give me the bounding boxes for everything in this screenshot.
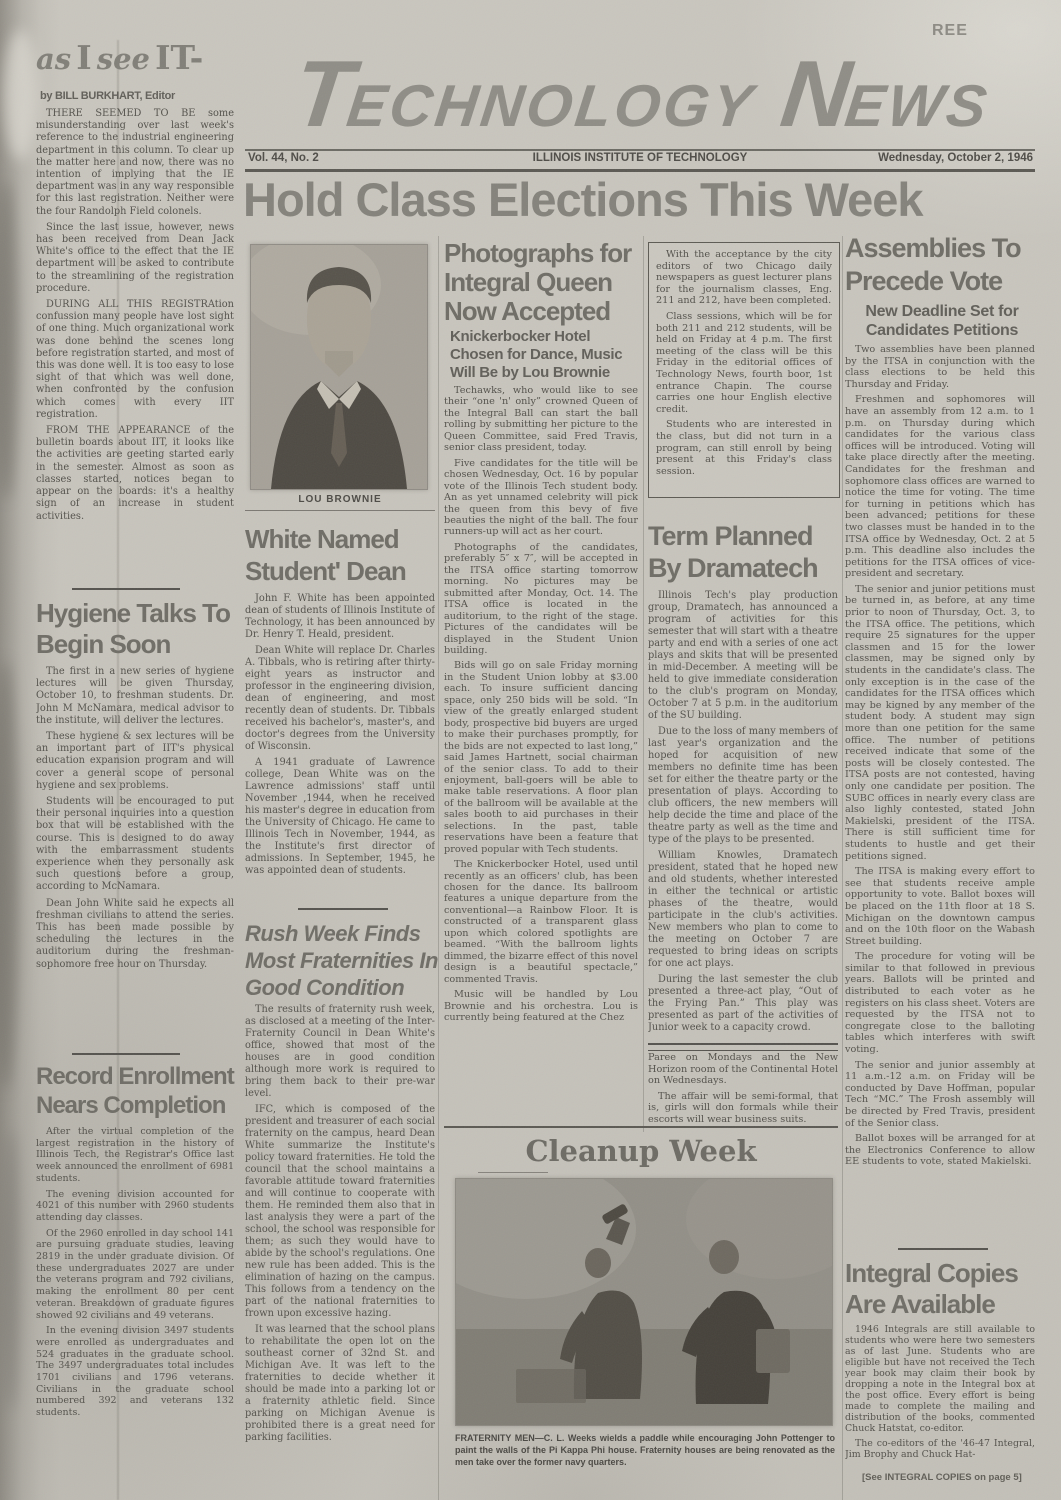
integral-copies-article-body [845, 1324, 1035, 1472]
paragraph: Music will be handled by Lou Brownie and his orchestra. Lou is currently being featured at the Chez [444, 989, 638, 1024]
paragraph: The co-editors of the '46-47 Integral, Jim Brophy and Chuck Hat- [845, 1438, 1035, 1460]
column-rule [842, 236, 843, 1500]
paragraph: Ballot boxes will be arranged for at the Electronics Conference to allow EE students to vote, stated Makielski. [845, 1133, 1035, 1168]
paragraph: The evening division accounted for 4021 of this number with 2960 students attending day classes. [36, 1188, 234, 1223]
paragraph: Since the last issue, however, news has been received from Dean Jack White's office to the effect that the IE department will be asked to contribute to the streamlining of the registration procedure. [36, 221, 234, 294]
assemblies-subhead: New Deadline Set for Candidates Petitions [865, 303, 1019, 339]
cleanup-week-photo [455, 1178, 833, 1426]
paragraph: Techawks, who would like to see their “one 'n' only” crowned Queen of the Integral Ball can start the ball rolling by submitting her picture to the Queen Committee, said Fred Travis, senior class president, today. [444, 385, 638, 454]
paragraph: Paree on Mondays and the New Horizon room of the Continental Hotel on Wednesdays. [648, 1052, 838, 1087]
hygiene-article-body [36, 666, 234, 1050]
paragraph: Of the 2960 enrolled in day school 141 are pursuing graduate studies, leaving 2819 in the under graduate division. Of these undergraduates 2027 are under the veterans program and 792 civilians, making the enrollment 80 per cent veteran. Breakdown of graduate figures showed 92 civilians and 49 veterans. [36, 1227, 234, 1321]
integral-queen-article-body [444, 385, 638, 1125]
paragraph: The senior and junior petitions must be turned in, as before, at any time prior to noon of Thursday, Oct. 3, to the ITSA office. The petitions, which require 25 signatures for the upper classmen and 15 for the lower classmen, may be signed only by students in the candidate's class. The only exception is in the case of the candidates for the ITSA offices which may be kigned by any member of the student body. A student may sign more than one petition for the same office. The number of petitions received indicate that some of the posts will be closely contested. The ITSA posts are not contested, having only one candidate per position. The SUBC offices in nearly every class are also lighly contested, stated John Makielski, president of the ITSA. There is still sufficient time for students to hustle and get their petitions signed. [845, 583, 1035, 862]
integral-queen-headline: Photographs for Integral Queen Now Accepted [444, 238, 632, 326]
assemblies-article-body [845, 344, 1035, 1244]
hygiene-headline: Hygiene Talks To Begin Soon [36, 598, 230, 659]
cleanup-top-rule [444, 1126, 838, 1128]
paragraph: Dean John White said he expects all freshman civilians to attend the series. This has been made possible by scheduling the lectures in the auditorium during the freshman-sophomore free hour on Thursday. [36, 897, 234, 970]
logo-initial: N [775, 41, 854, 146]
paragraph: William Knowles, Dramatech president, stated that he hoped new and old students, whether interested in either the technical or artistic phases of the theatre, would participate in the club's activities. New members who plan to come to the meeting on October 7 are requested to bring ideas on scripts for one act plays. [648, 850, 838, 969]
paragraph: After the virtual completion of the largest registration in the history of Illinois Tech, the Registrar's Office last week announced the enrollment of 6981 students. [36, 1126, 234, 1184]
paragraph: 1946 Integrals are still available to students who were here two semesters as of last June. Students who are eligible but have not received the Tech year book may claim their book by dropping a note in the Integral box at the post office. Every effort is being made to complete the mailing and distribution of the books, commented Chuck Hatstat, co-editor. [845, 1324, 1035, 1434]
paragraph: It was learned that the school plans to rehabilitate the open lot on the southeast corner of 32nd St. and Michigan Ave. It was left to the fraternities to decide whether it should be made into a parking lot or a fraternity athletic field. Since parking on Michigan Avenue is prohibited there is a great need for parking facilities. [245, 1324, 435, 1443]
cleanup-photo-illustration [456, 1179, 832, 1425]
cleanup-caption: FRATERNITY MEN—C. L. Weeks wields a paddle while encouraging John Pottenger to paint the walls of the Pi Kappa Phi house. Fraternity houses are being renovated as the men take over the former navy quarters. [455, 1433, 835, 1467]
paragraph: Due to the loss of many members of last year's organization and the hoped for acquisition of new members no definite time has been set for either the theatre party or the presentation of plays. According to club officers, the new members will help decide the time and place of the theatre party as well as the time and type of the plays to be presented. [648, 726, 838, 845]
paragraph: The affair will be semi-formal, that is, girls will don formals while their escorts will wear business suits. [648, 1090, 838, 1125]
volume-number: Vol. 44, No. 2 [248, 152, 319, 164]
paragraph: These hygiene & sex lectures will be an important part of IIT's physical education expansion program and will cover a general scope of personal hygiene and sex problems. [36, 731, 234, 791]
paragraph: Illinois Tech's play production group, Dramatech, has announced a program of activities for this semester that will start with a theatre party and end with a series of one act plays and skits that will be presented in mid-December. A meeting will be held to give immediate consideration to the club's program on Monday, October 7 at 5 p.m. in the auditorium of the SU building. [648, 590, 838, 721]
logo-word: EWS [841, 73, 994, 139]
assemblies-headline: Assemblies To Precede Vote [845, 233, 1021, 296]
paragraph: Students will be encouraged to put their personal inquiries into a question box that will be established with the course. This is designed to do away with the embarrassment students experience when they personally ask such questions before a group, according to McNamara. [36, 796, 234, 893]
cleanup-dash [478, 1172, 548, 1173]
page-number-fragment: REE [932, 22, 968, 39]
edge-stain [0, 660, 19, 1090]
see-it-article-body [36, 108, 234, 582]
paragraph: Students who are interested in the class, but did not turn in a program, can still enroll by being present at this Friday's class session. [656, 419, 832, 477]
section-divider [298, 908, 388, 910]
dramatech-continuation [648, 1052, 838, 1126]
logo-initial: T [288, 41, 356, 146]
dateline-rule-top [245, 149, 1035, 151]
white-dean-headline: White Named Student' Dean [245, 524, 406, 586]
portrait-illustration [251, 245, 427, 489]
paragraph: FROM THE APPEARANCE of the bulletin boards about IIT, it looks like the activities are geeting started early in the semester. Almost as soon as classes started, notices began to appear on the boards: it's a healthy sign of an increase in student activities. [36, 425, 234, 522]
journalism-class-boxed-article [648, 242, 840, 498]
paragraph: IFC, which is composed of the president and treasurer of each social fraternity on the campus, heard Dean White summarize the Institute's policy toward fraternities. He told the council that the school maintains a favorable attitude toward fraternities and will continue to cooperate with them. He reminded them also that in last analysis they were a part of the school, the school was responsible for them; as such they would have to abide by the school's regulations. One new rule has been added. This is the elimination of hazing on the campus. This follows from a tendency on the part of the national fraternities to frown upon excessive hazing. [245, 1104, 435, 1319]
banner-headline: Hold Class Elections This Week [243, 173, 923, 226]
enrollment-headline: Record Enrollment Nears Completion [36, 1063, 234, 1119]
paragraph: The ITSA is making every effort to see that students receive ample opportunity to vote. Ballot boxes will be placed on the 11th floor at 18 S. Michigan on the downtown campus and on the 10th floor on the Wabash Street building. [845, 866, 1035, 947]
jump-line: [See INTEGRAL COPIES on page 5] [862, 1472, 1022, 1483]
paragraph: John F. White has been appointed dean of students of Illinois Institute of Technology, it has been announced by Dr. Henry T. Heald, president. [245, 593, 435, 640]
lou-brownie-caption: LOU BROWNIE [298, 494, 382, 505]
white-dean-article-body [245, 593, 435, 903]
paragraph: During the last semester the club presented a three-act play, “Out of the Frying Pan.” This play was presented as part of the activities of Junior week to a capacity crowd. [648, 974, 838, 1033]
section-divider [72, 588, 180, 590]
see-it-byline: by BILL BURKHART, Editor [40, 90, 175, 102]
paragraph: The results of fraternity rush week, as disclosed at a meeting of the Inter-Fraternity Council in Dean White's office, showed that most of the houses are in good condition although more work is required to bring them back to their pre-war level. [245, 1004, 435, 1099]
paragraph: The Knickerbocker Hotel, used until recently as an officers' club, has been chosen for the dance. Its ballroom features a unique departure from the conventional—a Rainbow Floor. It is constructed of a transparent glass upon which colored spotlights are beamed. “With the ballroom lights dimmed, the bizarre effect of this novel design is a beautiful spectacle,” commented Travis. [444, 859, 638, 985]
continuation-rule [648, 1043, 838, 1051]
institution-name: ILLINOIS INSTITUTE OF TECHNOLOGY [532, 152, 748, 164]
paragraph: The first in a new series of hygiene lectures will be given Thursday, October 10, to freshman students. Dr. John M McNamara, medical advisor to the institute, will deliver the lectures. [36, 666, 234, 726]
masthead-logo [243, 40, 1041, 148]
see-it-word: I [76, 38, 92, 77]
edge-stain [2, 1130, 20, 1410]
column-rule [438, 236, 439, 1500]
column-rule [643, 236, 644, 1132]
integral-queen-subhead: Knickerbocker Hotel Chosen for Dance, Music Will Be by Lou Brownie [450, 328, 623, 381]
paragraph: In the evening division 3497 students were enrolled as undergraduates and 524 graduates in the graduate school. The 3497 undergraduates total includes 1701 civilians and 1796 veterans. Civilians in the graduate school numbered 392 and veterans 132 students. [36, 1325, 234, 1419]
dramatech-headline: Term Planned By Dramatech [648, 521, 818, 583]
paragraph: With the acceptance by the city editors of two Chicago daily newspapers as guest lecturer plans for the journalism classes, Eng. 211 and 212, have been completed. [656, 249, 832, 307]
paragraph: Freshmen and sophomores will have an assembly from 12 a.m. to 1 p.m. on Thursday during which candidates for the various class offices will be introduced. Voting will take place directly after the meeting. Candidates for the freshman and sophomore class offices are warned to notice the time for voting. The time for turning in petitions which has been advanced; petitions for these two classes must be handed in to the ITSA office by Wednesday, Oct. 2 at 5 p.m. This deadline also includes the petitions for the ITSA offices of vice-president and secretary. [845, 394, 1035, 580]
see-it-word: see [96, 42, 150, 76]
edge-tear [4, 30, 38, 160]
logo-word: ECHNOLOGY [343, 73, 759, 139]
edge-stain [0, 180, 18, 500]
integral-copies-headline: Integral Copies Are Available [845, 1258, 1018, 1319]
caption-rule [245, 510, 435, 511]
paragraph: Two assemblies have been planned by the ITSA in conjunction with the class elections to be held this Thursday and Friday. [845, 344, 1035, 390]
paragraph: THERE SEEMED TO BE some misunderstanding over last week's reference to the industrial engineering department in this column. To clear up the matter here and now, there was no intention of implying that the IE department was in any way responsible for this last registration. Neither were the four Randolph Field colonels. [36, 108, 234, 217]
lou-brownie-photo [250, 244, 428, 490]
see-it-word: IT- [155, 38, 204, 77]
section-divider [72, 1053, 180, 1055]
paragraph: Bids will go on sale Friday morning in the Student Union lobby at $3.00 each. To insure sufficient dancing space, only 250 bids will be sold. “In view of the greatly enlarged student body, prospective bid buyers are urged to make their purchases promptly, for the bids are not expected to last long,” said James Hartnett, social chairman of the senior class. To add to their enjoyment, ball-goers will be able to make table reservations. A floor plan of the ballroom will be available at the sales booth to aid purchases in their selections. In the past, table reservations have been a feature that proved popular with Tech students. [444, 660, 638, 855]
paragraph: A 1941 graduate of Lawrence college, Dean White was on the Lawrence admissions' staff until November ,1944, when he received his master's degree in education from the University of Chicago. He came to Illinois Tech in November, 1944, as the Institute's first director of admissions. In September, 1945, he was appointed dean of students. [245, 757, 435, 876]
paragraph: DURING ALL THIS REGISTRAtion confussion many people have lost sight of one thing. Much organizational work was done behind the scenes long before registration started, and most of this was done well. It is too easy to lose sight of that which was well done, when confronted by the confusion which comes with every IIT registration. [36, 299, 234, 420]
issue-date: Wednesday, October 2, 1946 [878, 152, 1033, 164]
dramatech-article-body [648, 590, 838, 1042]
section-divider [898, 1248, 988, 1250]
enrollment-article-body [36, 1126, 234, 1498]
paragraph: Class sessions, which will be for both 211 and 212 students, will be held on Friday at 4 p.m. The first meeting of the class will be this Friday in the editorial offices of Technology News, fourth boor, 1st entrance Chapin. The course carries one hour English elective credit. [656, 310, 832, 415]
see-it-word: as [36, 42, 72, 76]
cleanup-headline: Cleanup Week [525, 1134, 757, 1168]
paragraph: The procedure for voting will be similar to that followed in previous years. Ballots will be printed and distributed to each voter as he registers on his class sheet. Voters are requested by the ITSA not to congregate close to the balloting tables which interferes with swift voting. [845, 951, 1035, 1056]
paragraph: The senior and junior assembly at 11 a.m.-12 a.m. on Friday will be conducted by Dave Hoffman, popular Tech “MC.” The Frosh assembly will be directed by Fred Travis, president of the Senior class. [845, 1059, 1035, 1129]
see-it-column-logo [36, 38, 246, 77]
rush-week-headline: Rush Week Finds Most Fraternities In Good Condition [245, 921, 438, 1000]
paragraph: Five candidates for the title will be chosen Wednesday, Oct. 16 by popular vote of the Illinois Tech student body. An as yet unnamed celebrity will pick the queen from this bevy of five beauties the night of the ball. The four runners-up will act as her court. [444, 457, 638, 538]
paragraph: Photographs of the candidates, preferably 5″ x 7″, will be accepted in the ITSA office starting tomorrow morning. No pictures may be submitted after Monday, Oct. 14. The ITSA office is located in the auditorium, to the right of the stage. Pictures of the candidates will be displayed in the Student Union building. [444, 541, 638, 656]
paragraph: Dean White will replace Dr. Charles A. Tibbals, who is retiring after thirty-eight years as instructor and professor in the engineering division, dean of engineering, and most recently dean of students. Dr. Tibbals received his bachelor's, master's, and doctor's degrees from the University of Wisconsin. [245, 645, 435, 752]
rush-week-article-body [245, 1004, 435, 1500]
